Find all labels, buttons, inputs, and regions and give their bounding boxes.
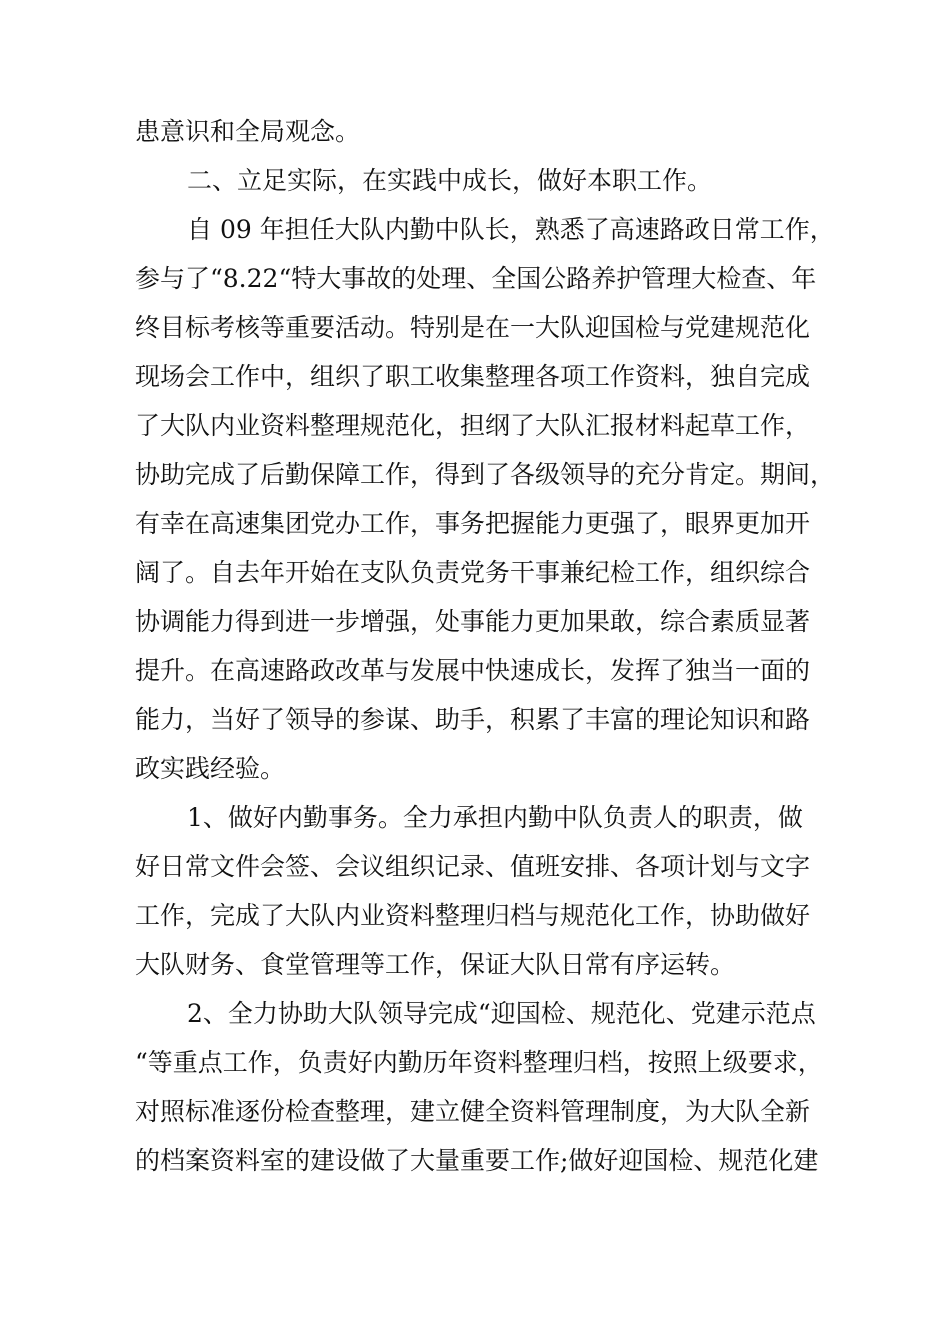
text-line-3: 自 09 年担任大队内勤中队长，熟悉了高速路政日常工作，: [187, 215, 835, 244]
text-line-21: 对照标准逐份检查整理，建立健全资料管理制度，为大队全新: [135, 1097, 811, 1126]
text-line-1: 患意识和全局观念。: [135, 117, 361, 146]
text-line-7: 了大队内业资料整理规范化，担纲了大队汇报材料起草工作，: [135, 411, 811, 440]
text-line-18: 大队财务、食堂管理等工作，保证大队日常有序运转。: [135, 950, 736, 979]
text-line-16: 好日常文件会签、会议组织记录、值班安排、各项计划与文字: [135, 852, 811, 881]
text-line-15: 1、做好内勤事务。全力承担内勤中队负责人的职责，做: [187, 803, 803, 832]
text-line-19: 2、全力协助大队领导完成“迎国检、规范化、党建示范点: [187, 999, 816, 1028]
text-line-8: 协助完成了后勤保障工作，得到了各级领导的充分肯定。期间，: [135, 460, 836, 489]
text-line-5: 终目标考核等重要活动。特别是在一大队迎国检与党建规范化: [135, 313, 811, 342]
text-line-22: 的档案资料室的建设做了大量重要工作;做好迎国检、规范化建: [135, 1146, 819, 1175]
text-line-9: 有幸在高速集团党办工作，事务把握能力更强了，眼界更加开: [135, 509, 811, 538]
text-line-6: 现场会工作中，组织了职工收集整理各项工作资料，独自完成: [135, 362, 811, 391]
text-line-17: 工作，完成了大队内业资料整理归档与规范化工作，协助做好: [135, 901, 811, 930]
text-line-13: 能力，当好了领导的参谋、助手，积累了丰富的理论知识和路: [135, 705, 811, 734]
text-line-11: 协调能力得到进一步增强，处事能力更加果敢，综合素质显著: [135, 607, 811, 636]
text-line-10: 阔了。自去年开始在支队负责党务干事兼纪检工作，组织综合: [135, 558, 811, 587]
document-body: [135, 107, 835, 1185]
section-heading: 二、立足实际，在实践中成长，做好本职工作。: [187, 166, 713, 195]
text-line-12: 提升。在高速路政改革与发展中快速成长，发挥了独当一面的: [135, 656, 811, 685]
text-line-4: 参与了“8.22“特大事故的处理、全国公路养护管理大检查、年: [135, 264, 817, 293]
text-line-20: “等重点工作，负责好内勤历年资料整理归档，按照上级要求，: [135, 1048, 823, 1077]
text-line-14: 政实践经验。: [135, 754, 286, 783]
